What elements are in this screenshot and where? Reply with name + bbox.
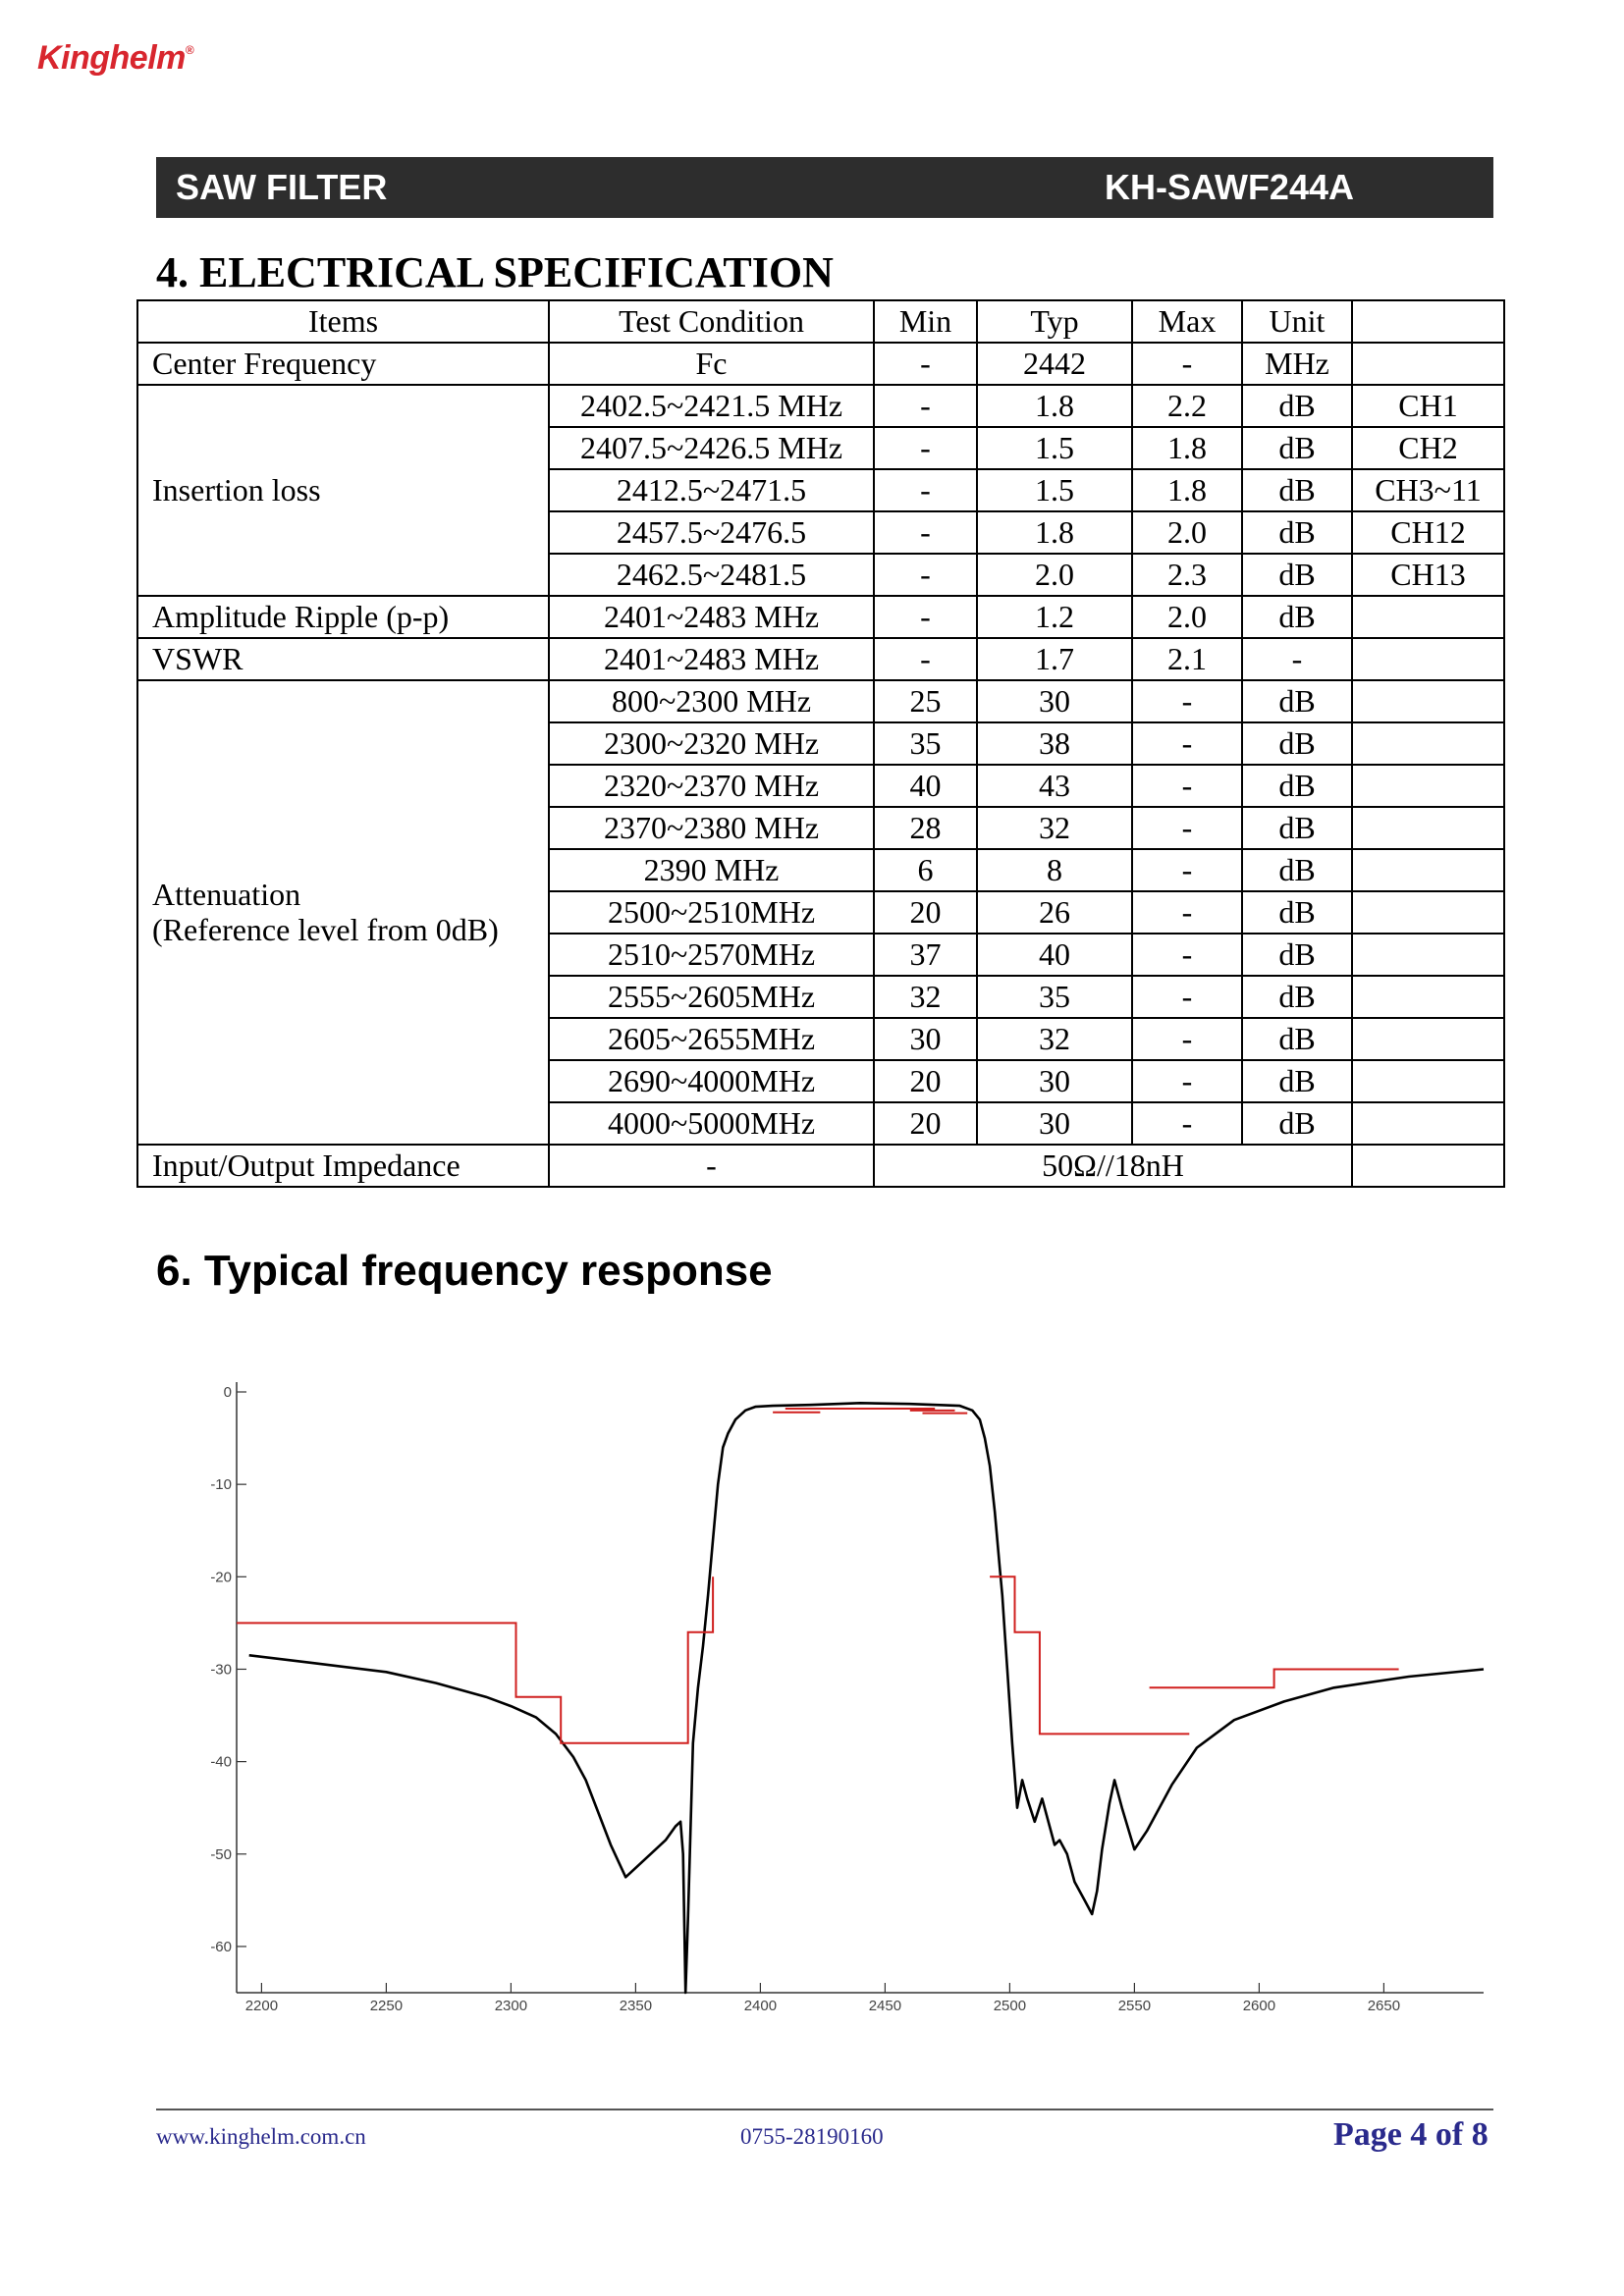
min-cell: 30 — [874, 1018, 977, 1060]
header-banner — [156, 157, 1493, 218]
max-cell: - — [1132, 1102, 1242, 1145]
typ-cell: 32 — [977, 807, 1132, 849]
typ-cell: 30 — [977, 1102, 1132, 1145]
max-cell: - — [1132, 722, 1242, 765]
unit-cell: dB — [1242, 976, 1352, 1018]
max-cell: - — [1132, 849, 1242, 891]
note-cell — [1352, 891, 1504, 934]
table-row — [137, 596, 1504, 638]
x-tick-label: 2550 — [1117, 1998, 1152, 2012]
footer-website: www.kinghelm.com.cn — [156, 2124, 366, 2149]
note-cell — [1352, 849, 1504, 891]
max-cell: - — [1132, 1060, 1242, 1102]
max-cell: - — [1132, 680, 1242, 722]
min-cell: 32 — [874, 976, 977, 1018]
max-cell: 1.8 — [1132, 469, 1242, 511]
part-number: KH-SAWF244A — [1104, 167, 1354, 207]
table-header-row — [137, 300, 1504, 343]
min-cell: - — [874, 385, 977, 427]
typ-cell: 35 — [977, 976, 1132, 1018]
unit-cell: dB — [1242, 891, 1352, 934]
unit-cell: dB — [1242, 427, 1352, 469]
spec-mask-line — [237, 1576, 713, 1743]
max-cell: - — [1132, 934, 1242, 976]
unit-cell: dB — [1242, 807, 1352, 849]
condition-cell: 2390 MHz — [549, 849, 874, 891]
y-tick-label: -60 — [210, 1938, 232, 1955]
min-cell: - — [874, 596, 977, 638]
unit-cell: dB — [1242, 722, 1352, 765]
unit-cell: dB — [1242, 469, 1352, 511]
unit-cell: dB — [1242, 1018, 1352, 1060]
min-cell: 28 — [874, 807, 977, 849]
typ-cell: 40 — [977, 934, 1132, 976]
unit-cell: dB — [1242, 596, 1352, 638]
min-cell: - — [874, 343, 977, 385]
unit-cell: dB — [1242, 1060, 1352, 1102]
note-cell — [1352, 1102, 1504, 1145]
note-cell: CH3~11 — [1352, 469, 1504, 511]
typ-cell: 1.5 — [977, 427, 1132, 469]
unit-cell: dB — [1242, 511, 1352, 554]
note-cell — [1352, 722, 1504, 765]
max-cell: - — [1132, 891, 1242, 934]
x-tick-label: 2400 — [743, 1998, 778, 2012]
x-tick-label: 2350 — [619, 1998, 653, 2012]
item-cell: VSWR — [137, 638, 549, 680]
condition-cell: 2510~2570MHz — [549, 934, 874, 976]
note-cell — [1352, 1145, 1504, 1187]
x-tick-label: 2200 — [244, 1998, 279, 2012]
note-cell: CH12 — [1352, 511, 1504, 554]
condition-cell: 2320~2370 MHz — [549, 765, 874, 807]
condition-cell: 800~2300 MHz — [549, 680, 874, 722]
y-tick-label: -50 — [210, 1845, 232, 1863]
max-cell: - — [1132, 807, 1242, 849]
y-tick-label: -40 — [210, 1753, 232, 1771]
condition-cell: 2555~2605MHz — [549, 976, 874, 1018]
min-cell: - — [874, 469, 977, 511]
min-cell: - — [874, 511, 977, 554]
max-cell: 2.0 — [1132, 596, 1242, 638]
attenuation-label: Attenuation — [152, 877, 301, 913]
note-cell — [1352, 343, 1504, 385]
x-tick-label: 2500 — [993, 1998, 1027, 2012]
min-cell: 20 — [874, 1102, 977, 1145]
frequency-response-chart — [192, 1364, 1508, 2012]
max-cell: 2.2 — [1132, 385, 1242, 427]
note-cell — [1352, 976, 1504, 1018]
typ-cell: 2.0 — [977, 554, 1132, 596]
attenuation-sublabel: (Reference level from 0dB) — [152, 911, 499, 947]
condition-cell: 2401~2483 MHz — [549, 638, 874, 680]
typ-cell: 43 — [977, 765, 1132, 807]
typ-cell: 38 — [977, 722, 1132, 765]
typ-cell: 1.8 — [977, 511, 1132, 554]
typ-cell: 1.5 — [977, 469, 1132, 511]
table-row — [137, 343, 1504, 385]
section-4-title: 4. ELECTRICAL SPECIFICATION — [156, 248, 834, 296]
footer-phone: 0755-28190160 — [740, 2124, 884, 2149]
min-cell: - — [874, 638, 977, 680]
condition-cell: 2370~2380 MHz — [549, 807, 874, 849]
y-tick-label: 0 — [223, 1384, 232, 1401]
note-cell — [1352, 934, 1504, 976]
item-cell: Amplitude Ripple (p-p) — [137, 596, 549, 638]
electrical-spec-table — [136, 299, 1505, 1188]
y-tick-label: -30 — [210, 1661, 232, 1679]
table-row — [137, 385, 1504, 427]
condition-cell: 4000~5000MHz — [549, 1102, 874, 1145]
x-tick-label: 2650 — [1367, 1998, 1401, 2012]
min-cell: 20 — [874, 891, 977, 934]
note-cell: CH2 — [1352, 427, 1504, 469]
table-row — [137, 1145, 1504, 1187]
unit-cell: - — [1242, 638, 1352, 680]
impedance-value-cell: 50Ω//18nH — [874, 1145, 1352, 1187]
typ-cell: 30 — [977, 1060, 1132, 1102]
condition-cell: - — [549, 1145, 874, 1187]
min-cell: - — [874, 427, 977, 469]
unit-cell: dB — [1242, 554, 1352, 596]
note-cell — [1352, 680, 1504, 722]
condition-cell: Fc — [549, 343, 874, 385]
x-tick-label: 2450 — [868, 1998, 902, 2012]
item-cell: Insertion loss — [137, 385, 549, 596]
max-cell: - — [1132, 976, 1242, 1018]
typ-cell: 8 — [977, 849, 1132, 891]
note-cell: CH13 — [1352, 554, 1504, 596]
unit-cell: dB — [1242, 1102, 1352, 1145]
min-cell: 6 — [874, 849, 977, 891]
table-row — [137, 638, 1504, 680]
header-cell: Max — [1132, 300, 1242, 343]
header-cell: Items — [137, 300, 549, 343]
typ-cell: 1.2 — [977, 596, 1132, 638]
note-cell — [1352, 1018, 1504, 1060]
condition-cell: 2402.5~2421.5 MHz — [549, 385, 874, 427]
condition-cell: 2500~2510MHz — [549, 891, 874, 934]
typ-cell: 1.7 — [977, 638, 1132, 680]
typ-cell: 30 — [977, 680, 1132, 722]
unit-cell: MHz — [1242, 343, 1352, 385]
min-cell: 37 — [874, 934, 977, 976]
condition-cell: 2300~2320 MHz — [549, 722, 874, 765]
max-cell: - — [1132, 1018, 1242, 1060]
condition-cell: 2462.5~2481.5 — [549, 554, 874, 596]
condition-cell: 2407.5~2426.5 MHz — [549, 427, 874, 469]
section-6-title: 6. Typical frequency response — [156, 1247, 773, 1295]
min-cell: 25 — [874, 680, 977, 722]
note-cell — [1352, 638, 1504, 680]
spec-mask-line — [1150, 1670, 1399, 1688]
condition-cell: 2690~4000MHz — [549, 1060, 874, 1102]
item-cell — [137, 680, 549, 1145]
typ-cell: 2442 — [977, 343, 1132, 385]
table-row — [137, 680, 1504, 722]
min-cell: - — [874, 554, 977, 596]
y-tick-label: -10 — [210, 1476, 232, 1494]
footer-divider — [156, 2109, 1493, 2110]
max-cell: 2.0 — [1132, 511, 1242, 554]
unit-cell: dB — [1242, 765, 1352, 807]
header-cell: Typ — [977, 300, 1132, 343]
max-cell: - — [1132, 343, 1242, 385]
header-cell: Min — [874, 300, 977, 343]
unit-cell: dB — [1242, 385, 1352, 427]
condition-cell: 2412.5~2471.5 — [549, 469, 874, 511]
x-tick-label: 2300 — [494, 1998, 528, 2012]
condition-cell: 2401~2483 MHz — [549, 596, 874, 638]
typ-cell: 26 — [977, 891, 1132, 934]
typ-cell: 32 — [977, 1018, 1132, 1060]
typ-cell: 1.8 — [977, 385, 1132, 427]
note-cell: CH1 — [1352, 385, 1504, 427]
max-cell: - — [1132, 765, 1242, 807]
y-tick-label: -20 — [210, 1569, 232, 1586]
x-tick-label: 2600 — [1242, 1998, 1276, 2012]
response-curve — [249, 1403, 1484, 1993]
item-cell: Input/Output Impedance — [137, 1145, 549, 1187]
header-cell: Unit — [1242, 300, 1352, 343]
category-label: SAW FILTER — [176, 167, 388, 207]
max-cell: 1.8 — [1132, 427, 1242, 469]
kinghelm-logo: Kinghelm® — [37, 39, 194, 77]
note-cell — [1352, 596, 1504, 638]
note-cell — [1352, 1060, 1504, 1102]
min-cell: 20 — [874, 1060, 977, 1102]
item-cell: Center Frequency — [137, 343, 549, 385]
max-cell: 2.3 — [1132, 554, 1242, 596]
header-cell — [1352, 300, 1504, 343]
condition-cell: 2605~2655MHz — [549, 1018, 874, 1060]
note-cell — [1352, 807, 1504, 849]
header-cell: Test Condition — [549, 300, 874, 343]
min-cell: 35 — [874, 722, 977, 765]
x-tick-label: 2250 — [369, 1998, 404, 2012]
unit-cell: dB — [1242, 680, 1352, 722]
condition-cell: 2457.5~2476.5 — [549, 511, 874, 554]
page-indicator: Page 4 of 8 — [1333, 2116, 1489, 2153]
note-cell — [1352, 765, 1504, 807]
min-cell: 40 — [874, 765, 977, 807]
max-cell: 2.1 — [1132, 638, 1242, 680]
unit-cell: dB — [1242, 934, 1352, 976]
spec-mask-line — [990, 1576, 1189, 1734]
unit-cell: dB — [1242, 849, 1352, 891]
